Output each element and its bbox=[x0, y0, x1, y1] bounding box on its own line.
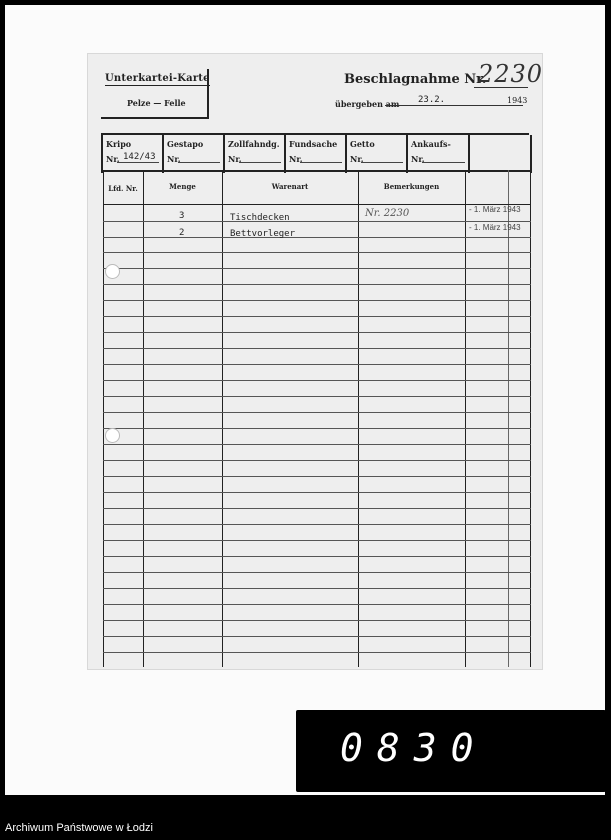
ref-nr: Nr. bbox=[350, 154, 364, 164]
archive-name: Archiwum Państwowe w Łodzi bbox=[5, 822, 153, 834]
ref-underline bbox=[422, 162, 465, 163]
table-row-line bbox=[103, 204, 531, 205]
table-row-line bbox=[103, 380, 531, 381]
table-row-line bbox=[103, 524, 531, 525]
seizure-underline bbox=[474, 87, 528, 88]
table-row-line bbox=[103, 572, 531, 573]
row2-date-stamp: - 1. März 1943 bbox=[469, 223, 521, 232]
table-row-line bbox=[103, 588, 531, 589]
table-col-line bbox=[465, 170, 466, 667]
table-col-line bbox=[222, 170, 223, 667]
seizure-number: 2230 bbox=[478, 60, 544, 88]
ref-cell-gestapo bbox=[162, 135, 224, 173]
punch-hole bbox=[105, 264, 120, 279]
ref-label: Gestapo bbox=[167, 139, 204, 149]
table-row-line bbox=[103, 444, 531, 445]
table-row-line bbox=[103, 221, 531, 222]
ref-cell-zollfahndung bbox=[223, 135, 285, 173]
header-warenart: Warenart bbox=[271, 182, 309, 191]
table-col-line bbox=[530, 170, 531, 667]
ref-cell-getto bbox=[345, 135, 407, 173]
goods-table bbox=[103, 170, 531, 667]
table-row-line bbox=[103, 604, 531, 605]
table-col-line bbox=[508, 170, 509, 667]
ref-nr: Nr. bbox=[106, 154, 120, 164]
ref-cell-kripo bbox=[101, 135, 163, 173]
table-row-line bbox=[103, 428, 531, 429]
ref-underline bbox=[239, 162, 281, 163]
table-row-line bbox=[103, 540, 531, 541]
ref-label: Kripo bbox=[106, 139, 132, 149]
ref-underline bbox=[117, 162, 159, 163]
reference-row bbox=[101, 133, 529, 175]
ref-nr: Nr. bbox=[167, 154, 181, 164]
header-bemerkungen: Bemerkungen bbox=[383, 182, 440, 191]
table-row-line bbox=[103, 348, 531, 349]
card-subtitle: Pelze — Felle bbox=[127, 98, 186, 108]
table-row-line bbox=[103, 316, 531, 317]
table-top-border bbox=[103, 170, 531, 172]
handed-label: übergeben am bbox=[335, 99, 400, 109]
sheet-number: 0830 bbox=[340, 726, 488, 770]
table-row-line bbox=[103, 636, 531, 637]
table-row-line bbox=[103, 252, 531, 253]
ref-cell-empty bbox=[468, 135, 532, 173]
punch-hole bbox=[105, 428, 120, 443]
date-underline bbox=[385, 105, 523, 106]
table-row-line bbox=[103, 508, 531, 509]
year: 1943 bbox=[507, 96, 528, 105]
row2-warenart: Bettvorleger bbox=[230, 229, 296, 239]
table-row-line bbox=[103, 460, 531, 461]
table-row-line bbox=[103, 332, 531, 333]
card-title: Unterkartei-Karte bbox=[105, 73, 210, 84]
table-row-line bbox=[103, 556, 531, 557]
row2-menge: 2 bbox=[179, 228, 185, 238]
ref-cell-ankauf bbox=[406, 135, 469, 173]
header-lfd-nr: Lfd. Nr. bbox=[108, 184, 138, 193]
table-row-line bbox=[103, 364, 531, 365]
table-row-line bbox=[103, 620, 531, 621]
ref-label: Zollfahndg. bbox=[228, 139, 280, 149]
table-col-line bbox=[103, 170, 104, 667]
table-col-line bbox=[143, 170, 144, 667]
table-row-line bbox=[103, 268, 531, 269]
ref-nr: Nr. bbox=[228, 154, 242, 164]
ref-label: Getto bbox=[350, 139, 375, 149]
table-col-line bbox=[358, 170, 359, 667]
ref-label: Fundsache bbox=[289, 139, 338, 149]
seizure-label: Beschlagnahme Nr. bbox=[344, 72, 487, 87]
table-row-line bbox=[103, 300, 531, 301]
ref-nr: Nr. bbox=[411, 154, 425, 164]
row1-menge: 3 bbox=[179, 211, 185, 221]
ref-underline bbox=[300, 162, 342, 163]
ref-value: 142/43 bbox=[123, 152, 156, 162]
table-row-line bbox=[103, 492, 531, 493]
ref-nr: Nr. bbox=[289, 154, 303, 164]
row1-bemerkungen: Nr. 2230 bbox=[365, 208, 410, 219]
ref-underline bbox=[361, 162, 403, 163]
table-row-line bbox=[103, 476, 531, 477]
table-row-line bbox=[103, 284, 531, 285]
table-row-line bbox=[103, 396, 531, 397]
handed-date: 23.2. bbox=[418, 95, 446, 105]
table-row-line bbox=[103, 412, 531, 413]
table-row-line bbox=[103, 237, 531, 238]
ref-label: Ankaufs- bbox=[411, 139, 451, 149]
row1-date-stamp: - 1. März 1943 bbox=[469, 205, 521, 214]
ref-cell-fundsache bbox=[284, 135, 346, 173]
row1-warenart: Tischdecken bbox=[230, 213, 290, 223]
ref-underline bbox=[178, 162, 220, 163]
table-row-line bbox=[103, 652, 531, 653]
header-menge: Menge bbox=[169, 182, 196, 191]
